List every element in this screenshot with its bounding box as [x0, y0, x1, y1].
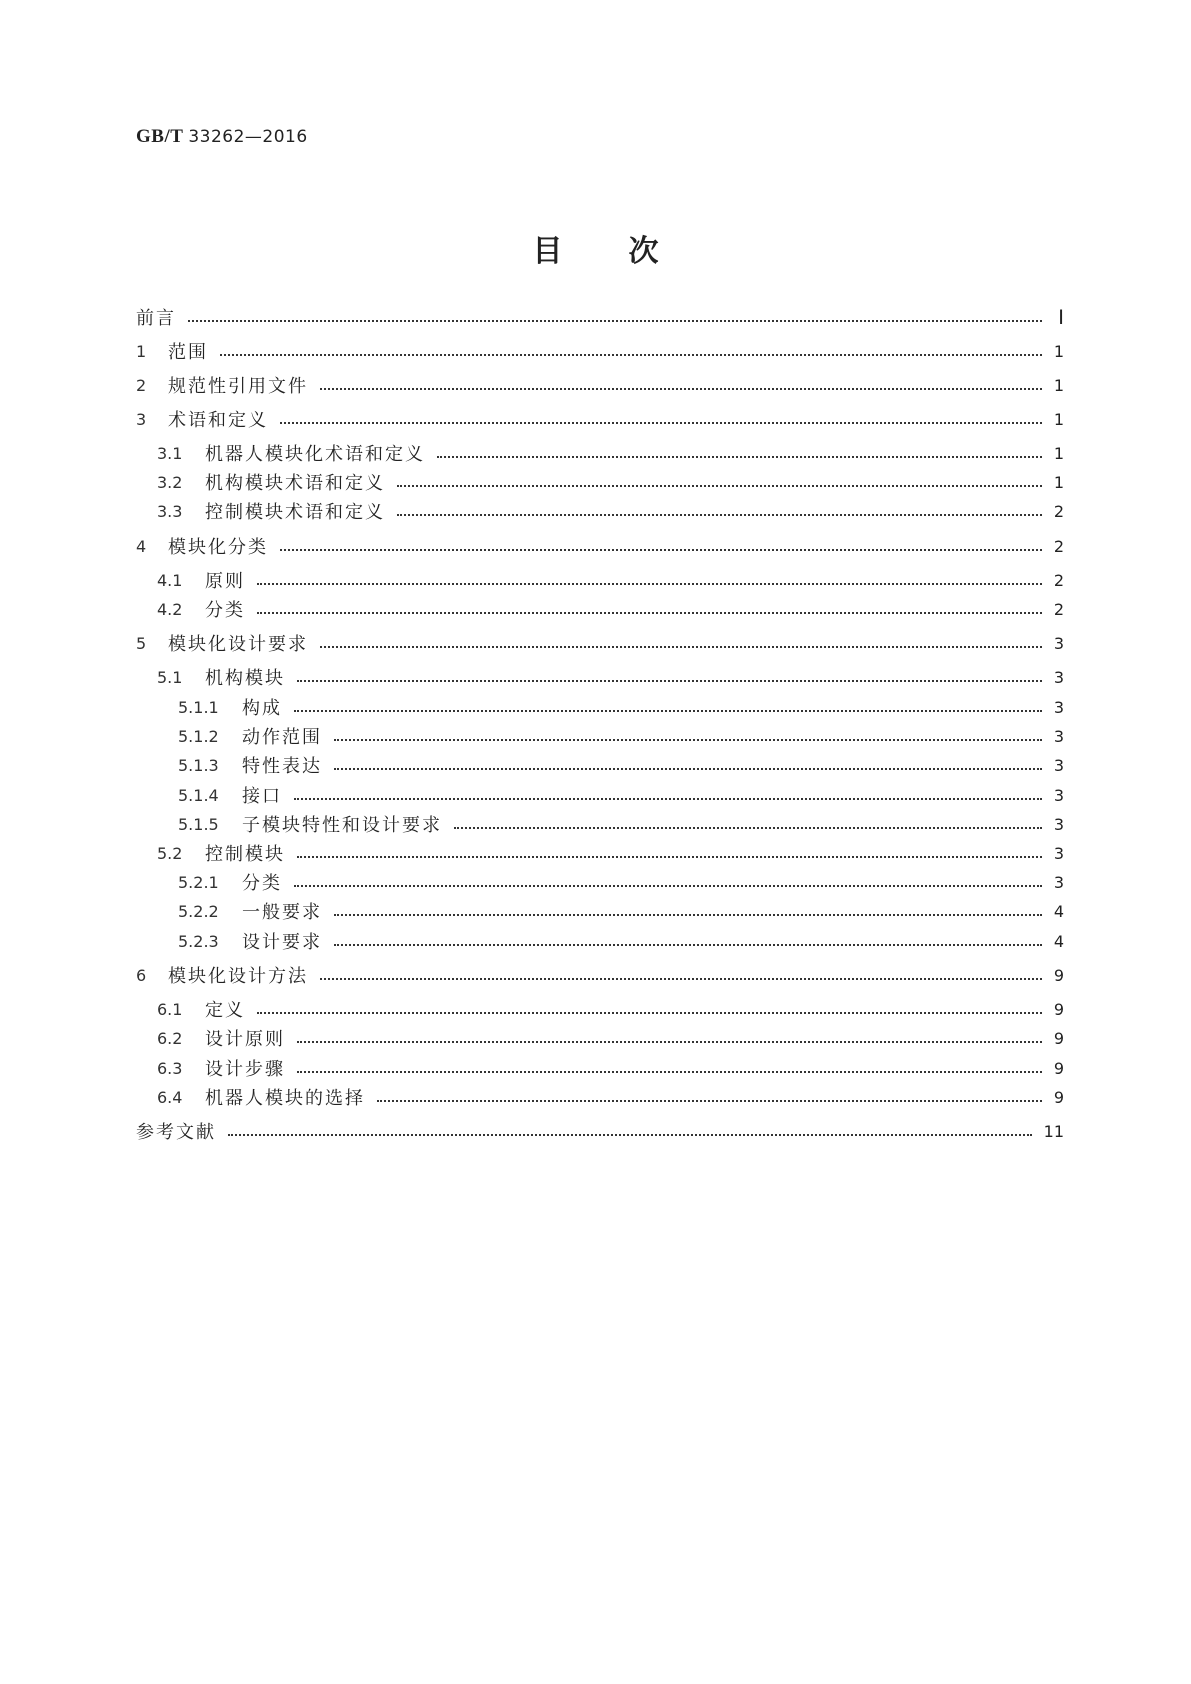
- toc-label: 控制模块术语和定义: [205, 502, 385, 523]
- dot-leader: [257, 611, 1042, 614]
- toc-entry[interactable]: [136, 962, 1064, 988]
- toc-page: 2: [1053, 599, 1064, 619]
- toc-label: 前言: [136, 308, 176, 329]
- toc-page: 9: [1053, 999, 1064, 1019]
- dot-leader: [397, 513, 1042, 516]
- toc-entry[interactable]: [136, 664, 1064, 690]
- toc-number: 5.1.5: [178, 814, 219, 834]
- toc-entry[interactable]: [136, 469, 1064, 495]
- dot-leader: [280, 548, 1042, 551]
- toc-number: 6: [136, 965, 147, 985]
- toc-entry[interactable]: [136, 811, 1064, 837]
- toc-page: 2: [1053, 570, 1064, 590]
- toc-number: 5.2.2: [178, 901, 219, 921]
- toc-entry[interactable]: [136, 498, 1064, 524]
- toc-label: 模块化分类: [168, 537, 268, 558]
- toc-page: 2: [1053, 501, 1064, 521]
- toc-entry[interactable]: [136, 567, 1064, 593]
- standard-code: [136, 126, 308, 148]
- dot-leader: [320, 977, 1042, 980]
- dot-leader: [228, 1133, 1032, 1136]
- dot-leader: [334, 913, 1042, 916]
- dot-leader: [294, 709, 1042, 712]
- toc-label: 原则: [205, 571, 245, 592]
- toc-label: 术语和定义: [168, 410, 268, 431]
- dot-leader: [320, 645, 1042, 648]
- toc-label: 模块化设计要求: [168, 634, 308, 655]
- toc-entry[interactable]: [136, 372, 1064, 398]
- toc-entry[interactable]: [136, 869, 1064, 895]
- toc-label: 参考文献: [136, 1122, 216, 1143]
- dot-leader: [257, 1011, 1042, 1014]
- toc-entry[interactable]: [136, 440, 1064, 466]
- toc-number: 3: [136, 409, 147, 429]
- toc-label: 构成: [242, 698, 282, 719]
- toc-number: 5.1.4: [178, 785, 219, 805]
- toc-page: 9: [1053, 1028, 1064, 1048]
- toc-number: 5.1: [157, 667, 183, 687]
- toc-entry[interactable]: [136, 996, 1064, 1022]
- toc-label: 动作范围: [242, 727, 322, 748]
- toc-number: 3.1: [157, 443, 183, 463]
- toc-entry[interactable]: [136, 596, 1064, 622]
- toc-number: 5.2.1: [178, 872, 219, 892]
- toc-number: 3.2: [157, 472, 183, 492]
- toc-label: 机构模块术语和定义: [205, 473, 385, 494]
- toc-entry[interactable]: [136, 694, 1064, 720]
- toc-number: 5.2.3: [178, 931, 219, 951]
- toc-label: 一般要求: [242, 902, 322, 923]
- toc-page: 3: [1053, 843, 1064, 863]
- toc-page: 1: [1053, 409, 1064, 429]
- toc-page: 3: [1053, 667, 1064, 687]
- dot-leader: [320, 387, 1042, 390]
- toc-page: 9: [1053, 965, 1064, 985]
- title-char-1: 目: [532, 234, 563, 269]
- toc-entry[interactable]: [136, 533, 1064, 559]
- toc-page: 9: [1053, 1087, 1064, 1107]
- toc-number: 6.1: [157, 999, 183, 1019]
- dot-leader: [397, 484, 1042, 487]
- toc-number: 5.1.1: [178, 697, 219, 717]
- toc-number: 6.4: [157, 1087, 183, 1107]
- toc-entry[interactable]: [136, 928, 1064, 954]
- toc-page: 4: [1053, 901, 1064, 921]
- dot-leader: [377, 1099, 1042, 1102]
- dot-leader: [188, 319, 1042, 322]
- toc-label: 特性表达: [242, 756, 322, 777]
- toc-number: 3.3: [157, 501, 183, 521]
- toc-label: 机器人模块化术语和定义: [205, 444, 425, 465]
- toc-number: 4.1: [157, 570, 183, 590]
- toc-label: 设计原则: [205, 1029, 285, 1050]
- toc-page: 3: [1053, 726, 1064, 746]
- dot-leader: [437, 455, 1042, 458]
- toc-entry[interactable]: [136, 752, 1064, 778]
- dot-leader: [334, 767, 1042, 770]
- toc-page: 3: [1053, 633, 1064, 653]
- dot-leader: [334, 738, 1042, 741]
- toc-label: 控制模块: [205, 844, 285, 865]
- toc-page: 1: [1053, 375, 1064, 395]
- dot-leader: [294, 884, 1042, 887]
- toc-entry[interactable]: [136, 1084, 1064, 1110]
- toc-number: 4.2: [157, 599, 183, 619]
- toc-page: 1: [1053, 443, 1064, 463]
- toc-page: 9: [1053, 1058, 1064, 1078]
- toc-page: 3: [1053, 755, 1064, 775]
- toc-page: 3: [1053, 697, 1064, 717]
- toc-page: 3: [1053, 814, 1064, 834]
- page-title: [0, 226, 1191, 270]
- toc-label: 分类: [242, 873, 282, 894]
- toc-label: 模块化设计方法: [168, 966, 308, 987]
- toc-number: 6.2: [157, 1028, 183, 1048]
- dot-leader: [297, 679, 1042, 682]
- toc-page: 11: [1043, 1121, 1064, 1141]
- dot-leader: [297, 1070, 1042, 1073]
- standard-prefix: GB/T: [136, 126, 184, 147]
- toc-entry[interactable]: [136, 630, 1064, 656]
- toc-page: 4: [1053, 931, 1064, 951]
- toc-page: 3: [1053, 872, 1064, 892]
- toc-label: 子模块特性和设计要求: [242, 815, 442, 836]
- toc-number: 5.1.3: [178, 755, 219, 775]
- toc-page: 1: [1053, 341, 1064, 361]
- toc-label: 定义: [205, 1000, 245, 1021]
- toc-number: 1: [136, 341, 147, 361]
- dot-leader: [297, 1040, 1042, 1043]
- toc-page: 1: [1053, 472, 1064, 492]
- toc-label: 机构模块: [205, 668, 285, 689]
- toc-entry[interactable]: [136, 782, 1064, 808]
- dot-leader: [294, 797, 1042, 800]
- dot-leader: [454, 826, 1042, 829]
- toc-label: 范围: [168, 342, 208, 363]
- toc-entry[interactable]: [136, 898, 1064, 924]
- standard-number: 33262—2016: [188, 127, 308, 147]
- dot-leader: [220, 353, 1042, 356]
- title-char-2: 次: [628, 234, 659, 269]
- toc-number: 5.1.2: [178, 726, 219, 746]
- toc-entry-references[interactable]: [136, 1118, 1064, 1144]
- dot-leader: [280, 421, 1042, 424]
- dot-leader: [297, 855, 1042, 858]
- toc-entry[interactable]: [136, 723, 1064, 749]
- toc-entry[interactable]: [136, 840, 1064, 866]
- dot-leader: [257, 582, 1042, 585]
- toc-entry-foreword[interactable]: [136, 304, 1064, 330]
- toc-number: 4: [136, 536, 147, 556]
- toc-number: 2: [136, 375, 147, 395]
- toc-number: 6.3: [157, 1058, 183, 1078]
- toc-label: 分类: [205, 600, 245, 621]
- toc-entry[interactable]: [136, 1055, 1064, 1081]
- toc-label: 设计要求: [242, 932, 322, 953]
- toc-page: Ⅰ: [1058, 306, 1064, 329]
- toc-page: 2: [1053, 536, 1064, 556]
- toc-entry[interactable]: [136, 338, 1064, 364]
- toc-number: 5: [136, 633, 147, 653]
- toc-page: 3: [1053, 785, 1064, 805]
- toc-label: 机器人模块的选择: [205, 1088, 365, 1109]
- toc-entry[interactable]: [136, 406, 1064, 432]
- toc-entry[interactable]: [136, 1025, 1064, 1051]
- toc-label: 设计步骤: [205, 1059, 285, 1080]
- toc-number: 5.2: [157, 843, 183, 863]
- dot-leader: [334, 943, 1042, 946]
- toc-label: 接口: [242, 786, 282, 807]
- toc-label: 规范性引用文件: [168, 376, 308, 397]
